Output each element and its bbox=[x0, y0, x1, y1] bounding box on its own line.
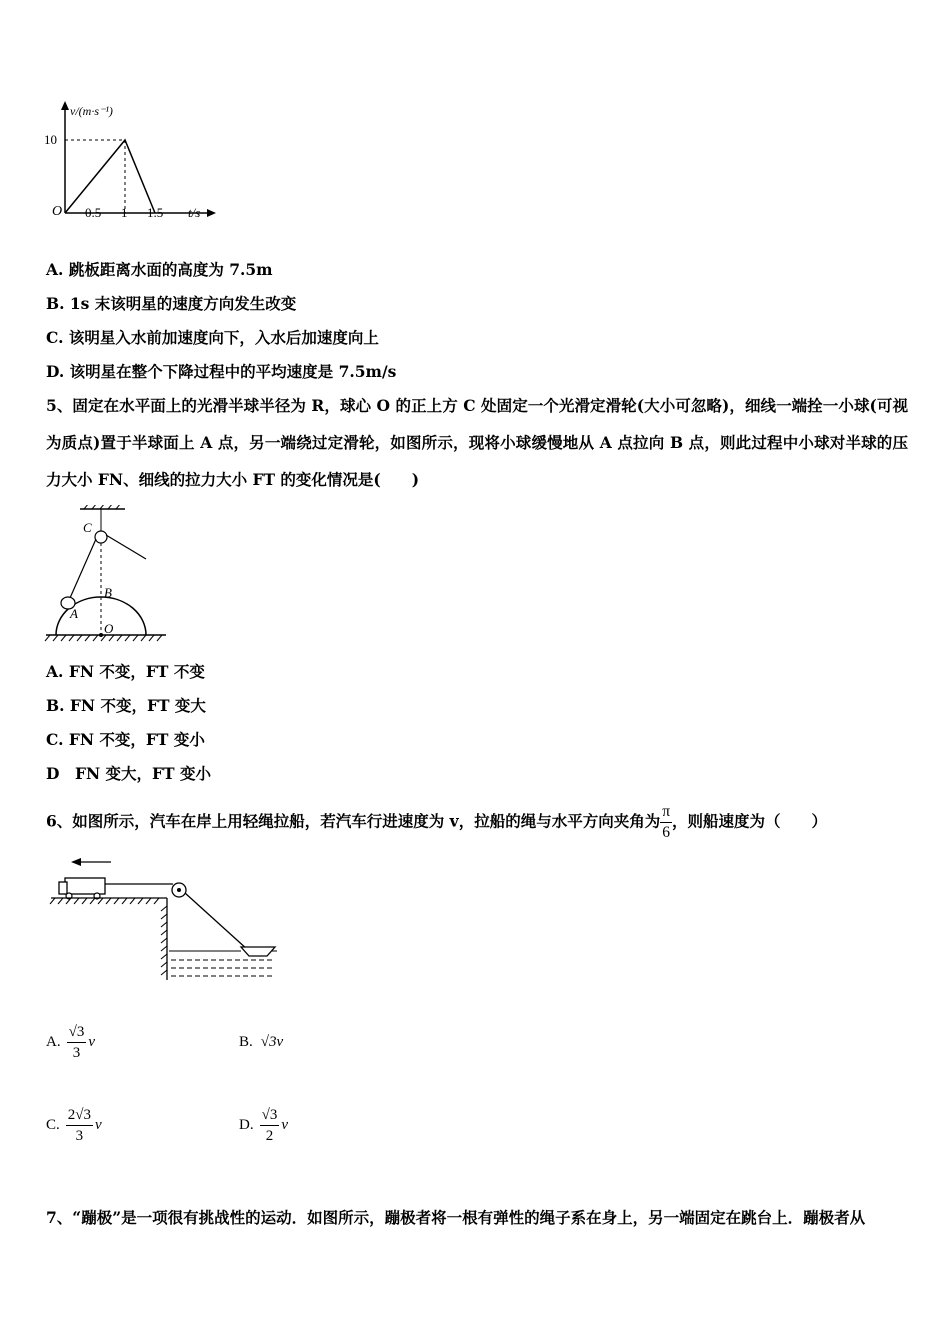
figure-label-a: A bbox=[70, 606, 78, 621]
option-d-variable: v bbox=[281, 1116, 288, 1133]
option-c-fraction bbox=[66, 1105, 93, 1146]
graph-y-axis-label: v/(m·s⁻¹) bbox=[70, 104, 113, 118]
option-c-label: C. bbox=[46, 1116, 60, 1133]
hemisphere-pulley-figure bbox=[40, 505, 175, 645]
car-boat-figure bbox=[45, 850, 285, 985]
option-c-variable: v bbox=[95, 1116, 102, 1133]
option-b-label: B. bbox=[239, 1033, 253, 1050]
q6-option-d bbox=[239, 1100, 288, 1150]
q6-question-line bbox=[46, 802, 827, 843]
q6-option-a bbox=[46, 1017, 95, 1067]
graph-origin-label: O bbox=[52, 204, 63, 219]
option-d-fraction bbox=[260, 1105, 280, 1146]
q6-option-b bbox=[239, 1017, 283, 1067]
q4-option-b: B. 1s 末该明星的速度方向发生改变 bbox=[46, 294, 297, 313]
q5-question-text: 5、固定在水平面上的光滑半球半径为 R，球心 O 的正上方 C 处固定一个光滑定滑轮(大小可忽略)，细线一端拴一小球(可视为质点)置于半球面上 A 点，另一端绕过定滑轮，如图所示，现将小球缓慢地从 A 点拉向 B 点，则此过程中小球对半球的压力大小 FN、细线的拉力大小 FT 的变化情况是( ) bbox=[46, 396, 908, 489]
option-a-denominator: 3 bbox=[72, 1044, 81, 1061]
figure-label-o: O bbox=[104, 621, 114, 636]
option-b-expression: √3v bbox=[260, 1033, 284, 1050]
option-c-numerator: 2√3 bbox=[66, 1105, 93, 1126]
graph-x-tick: 0.5 bbox=[85, 205, 102, 220]
graph-x-tick: 1 bbox=[121, 205, 128, 220]
q4-option-a: A. 跳板距离水面的高度为 7.5m bbox=[46, 260, 273, 279]
angle-numerator: π bbox=[660, 802, 672, 823]
figure-label-c: C bbox=[83, 520, 92, 535]
graph-y-tick: 10 bbox=[44, 132, 57, 147]
figure-label-b: B bbox=[104, 585, 112, 600]
angle-denominator: 6 bbox=[662, 824, 670, 841]
angle-fraction bbox=[660, 802, 672, 843]
q7-question-text: 7、“蹦极”是一项很有挑战性的运动．如图所示，蹦极者将一根有弹性的绳子系在身上，另一端固定在跳台上．蹦极者从 bbox=[46, 1208, 866, 1227]
graph-x-axis-label: t/s bbox=[188, 205, 201, 220]
velocity-time-graph bbox=[40, 95, 220, 225]
option-a-fraction bbox=[67, 1022, 87, 1063]
q5-option-d: D FN 变大，FT 变小 bbox=[46, 764, 211, 783]
q6-text-before: 6、如图所示，汽车在岸上用轻绳拉船，若汽车行进速度为 v，拉船的绳与水平方向夹角为 bbox=[46, 811, 661, 831]
option-d-denominator: 2 bbox=[265, 1127, 274, 1144]
graph-x-tick: 1.5 bbox=[147, 205, 164, 220]
option-d-numerator: √3 bbox=[260, 1105, 280, 1126]
option-d-label: D. bbox=[239, 1116, 254, 1133]
q5-option-c: C. FN 不变，FT 变小 bbox=[46, 730, 205, 749]
q4-option-d: D. 该明星在整个下降过程中的平均速度是 7.5m/s bbox=[46, 362, 397, 381]
option-a-label: A. bbox=[46, 1033, 61, 1050]
option-c-denominator: 3 bbox=[75, 1127, 84, 1144]
option-a-numerator: √3 bbox=[67, 1022, 87, 1043]
q6-text-after: ，则船速度为（ ） bbox=[672, 811, 828, 831]
q6-option-c bbox=[46, 1100, 102, 1150]
q5-option-b: B. FN 不变，FT 变大 bbox=[46, 696, 206, 715]
q4-option-c: C. 该明星入水前加速度向下，入水后加速度向上 bbox=[46, 328, 379, 347]
q5-option-a: A. FN 不变，FT 不变 bbox=[46, 662, 205, 681]
option-a-variable: v bbox=[88, 1033, 95, 1050]
